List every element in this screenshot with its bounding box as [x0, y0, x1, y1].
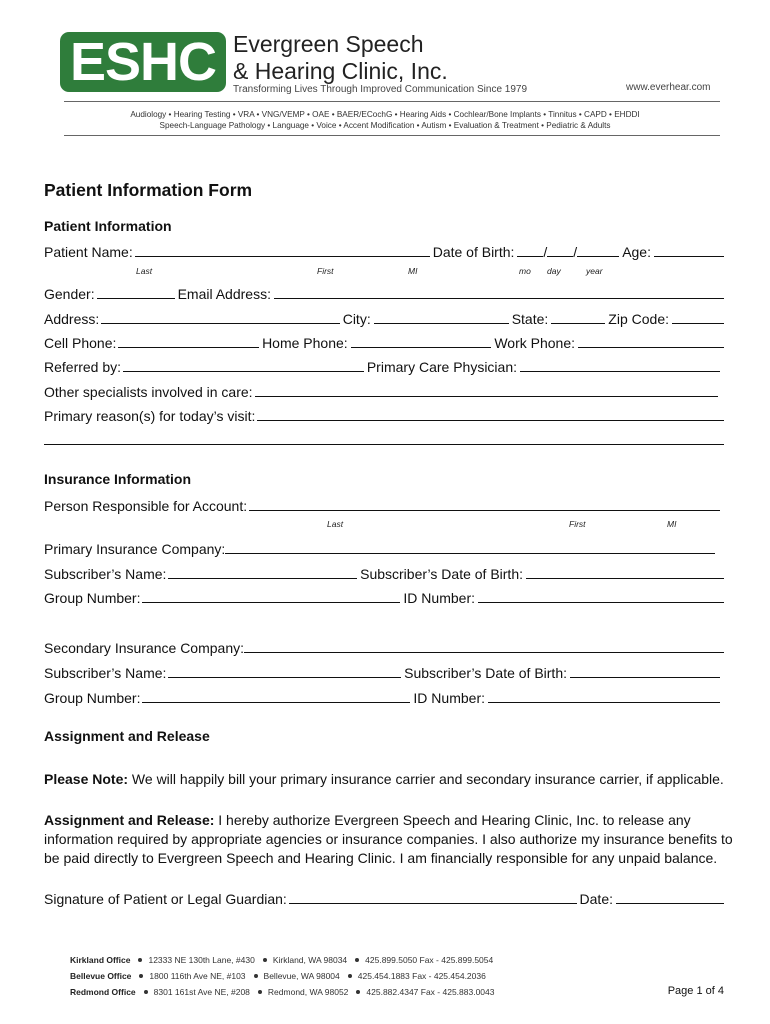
header-divider-top [64, 101, 720, 102]
subscriber-dob-field[interactable] [526, 564, 724, 579]
state-field[interactable] [551, 309, 605, 324]
responsible-row [44, 494, 720, 514]
ins-sub-last: Last [327, 519, 344, 529]
office-city: Redmond, WA 98052 [267, 987, 349, 997]
responsible-field[interactable] [249, 496, 720, 511]
referred-by-field[interactable] [123, 357, 364, 372]
reason-label: Primary reason(s) for today’s visit: [44, 408, 256, 424]
state-label: State: [511, 311, 549, 327]
patient-name-label: Patient Name: [44, 244, 133, 260]
assignment-section-heading: Assignment and Release [44, 728, 210, 744]
reason-row [44, 404, 724, 424]
subscriber-name-field[interactable] [168, 564, 357, 579]
office-address: 8301 161st Ave NE, #208 [153, 987, 250, 997]
specialists-row [44, 380, 718, 400]
cell-phone-label: Cell Phone: [44, 335, 117, 351]
office-name: Kirkland Office [70, 955, 131, 965]
form-title: Patient Information Form [44, 180, 253, 200]
office-address: 12333 NE 130th Lane, #430 [148, 955, 255, 965]
please-note-label: Please Note: [44, 771, 129, 787]
reason-field-2[interactable] [44, 430, 724, 445]
dob-year-field[interactable] [577, 242, 619, 257]
office-phones: 425.454.1883 Fax - 425.454.2036 [357, 971, 486, 981]
office-phones: 425.899.5050 Fax - 425.899.5054 [365, 955, 494, 965]
dob-month-field[interactable] [517, 242, 543, 257]
date-label: Date: [579, 891, 613, 907]
clinic-logo [60, 32, 226, 92]
referral-row [44, 355, 720, 375]
office-name: Bellevue Office [70, 971, 132, 981]
secondary-company-label: Secondary Insurance Company: [44, 640, 244, 656]
clinic-name-line2: & Hearing Clinic, Inc. [233, 58, 448, 84]
id-number-label: ID Number: [403, 590, 475, 606]
signature-row [44, 887, 724, 907]
signature-field[interactable] [289, 889, 577, 904]
home-phone-field[interactable] [351, 333, 492, 348]
primary-company-row [44, 537, 715, 557]
sub-last: Last [136, 266, 153, 276]
insurance-section-heading: Insurance Information [44, 471, 192, 487]
subscriber-dob-label: Subscriber’s Date of Birth: [360, 566, 523, 582]
office-kirkland [70, 955, 493, 965]
patient-name-field[interactable] [135, 242, 430, 257]
gender-email-row [44, 282, 724, 302]
reason-field[interactable] [257, 406, 724, 421]
city-field[interactable] [374, 309, 509, 324]
responsible-label: Person Responsible for Account: [44, 498, 248, 514]
secondary-company-row [44, 636, 724, 656]
referred-by-label: Referred by: [44, 359, 122, 375]
group-number-2-field[interactable] [142, 688, 410, 703]
specialists-field[interactable] [255, 382, 718, 397]
home-phone-label: Home Phone: [262, 335, 348, 351]
header-divider-bottom [64, 135, 720, 136]
dob-sep-1: / [543, 244, 548, 260]
office-redmond [70, 987, 494, 997]
please-note-paragraph [44, 770, 734, 789]
specialists-label: Other specialists involved in care: [44, 384, 253, 400]
patient-name-row [44, 240, 724, 260]
id-number-2-field[interactable] [488, 688, 720, 703]
subscriber-name-label: Subscriber’s Name: [44, 566, 167, 582]
city-label: City: [342, 311, 371, 327]
tagline: Transforming Lives Through Improved Communication Since 1979 [233, 84, 528, 95]
reason-row-2 [44, 428, 724, 448]
logo-text: ESHC [69, 32, 217, 92]
office-name: Redmond Office [70, 987, 136, 997]
office-city: Bellevue, WA 98004 [263, 971, 340, 981]
id-number-2-label: ID Number: [413, 690, 485, 706]
id-number-field[interactable] [478, 588, 724, 603]
primary-subscriber-row [44, 562, 724, 582]
dob-day-field[interactable] [547, 242, 573, 257]
clinic-name-line1: Evergreen Speech [233, 31, 424, 57]
email-label: Email Address: [177, 286, 271, 302]
subscriber-dob-2-label: Subscriber’s Date of Birth: [404, 665, 567, 681]
secondary-subscriber-row [44, 661, 720, 681]
address-field[interactable] [101, 309, 339, 324]
work-phone-label: Work Phone: [494, 335, 576, 351]
phone-row [44, 331, 724, 351]
secondary-group-row [44, 686, 720, 706]
pcp-field[interactable] [520, 357, 720, 372]
cell-phone-field[interactable] [118, 333, 259, 348]
primary-group-row [44, 586, 724, 606]
assignment-text: I hereby authorize Evergreen Speech and Hearing Clinic, Inc. to release any information required by appropriate agencies or insurance companies. I also authorize my insurance benefits to be paid directly to Evergreen Speech and Hearing Clinic. I am financially responsible for any unpaid balance. [44, 812, 733, 866]
primary-company-field[interactable] [225, 539, 715, 554]
zip-field[interactable] [672, 309, 724, 324]
services-line-2: Speech-Language Pathology • Language • Voice • Accent Modification • Autism • Evaluation & Treatment • Pediatric & Adults [159, 121, 611, 130]
work-phone-field[interactable] [578, 333, 724, 348]
services-line-1: Audiology • Hearing Testing • VRA • VNG/VEMP • OAE • BAER/ECochG • Hearing Aids • Cochlear/Bone Implants • Tinnitus • CAPD • EHDDI [130, 110, 640, 119]
address-label: Address: [44, 311, 100, 327]
subscriber-name-2-label: Subscriber’s Name: [44, 665, 167, 681]
office-address: 1800 116th Ave NE, #103 [149, 971, 246, 981]
signature-label: Signature of Patient or Legal Guardian: [44, 891, 287, 907]
sub-day: day [547, 266, 561, 276]
office-city: Kirkland, WA 98034 [272, 955, 348, 965]
website: www.everhear.com [626, 82, 711, 93]
subscriber-name-2-field[interactable] [168, 663, 401, 678]
group-number-label: Group Number: [44, 590, 141, 606]
subscriber-dob-2-field[interactable] [570, 663, 720, 678]
page-number: Page 1 of 4 [667, 985, 724, 997]
patient-section-heading: Patient Information [44, 218, 172, 234]
email-field[interactable] [274, 284, 724, 299]
age-label: Age: [622, 244, 651, 260]
ins-sub-first: First [569, 519, 586, 529]
dob-label: Date of Birth: [432, 244, 515, 260]
age-field[interactable] [654, 242, 724, 257]
ins-sub-mi: MI [667, 519, 677, 529]
sub-mi: MI [408, 266, 418, 276]
group-number-2-label: Group Number: [44, 690, 141, 706]
assignment-paragraph [44, 811, 734, 868]
secondary-company-field[interactable] [244, 638, 724, 653]
gender-field[interactable] [97, 284, 175, 299]
pcp-label: Primary Care Physician: [366, 359, 517, 375]
address-row [44, 307, 724, 327]
sub-mo: mo [519, 266, 531, 276]
dob-sep-2: / [573, 244, 578, 260]
primary-company-label: Primary Insurance Company: [44, 541, 226, 557]
sub-year: year [586, 266, 603, 276]
group-number-field[interactable] [142, 588, 400, 603]
date-field[interactable] [616, 889, 724, 904]
office-phones: 425.882.4347 Fax - 425.883.0043 [366, 987, 495, 997]
assignment-label: Assignment and Release: [44, 812, 215, 828]
gender-label: Gender: [44, 286, 95, 302]
please-note-text: We will happily bill your primary insurance carrier and secondary insurance carrier, if applicable. [128, 771, 724, 787]
office-bellevue [70, 971, 486, 981]
zip-label: Zip Code: [608, 311, 669, 327]
sub-first: First [317, 266, 334, 276]
